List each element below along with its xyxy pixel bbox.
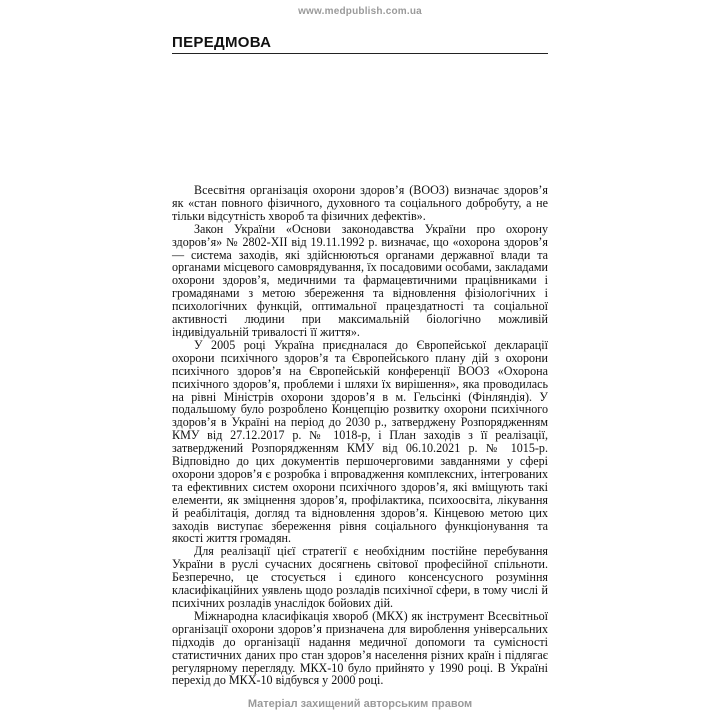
heading-block bbox=[172, 34, 548, 54]
body-text bbox=[172, 184, 548, 687]
copyright-footer: Матеріал захищений авторським правом bbox=[247, 698, 473, 710]
paragraph-who-definition: Всесвітня організація охорони здоров’я (ВООЗ) визначає здоров’я як «стан повного фізичного, духовного та соціального добробуту, а не тільки відсутність хвороб та фізичних дефектів». bbox=[172, 183, 548, 223]
paragraph-law-definition: Закон України «Основи законодавства України про охорону здоров’я» № 2802-ХІІ від 19.11.1992 р. визначає, що «охорона здоров’я — система заходів, які здійснюються органами державної влади та органами місцевого самоврядування, їх посадовими особами, закладами охорони здоров’я, медичними та фармацевтичними працівниками і громадянами з метою збереження та відновлення фізіологічних і психологічних функцій, оптимальної працездатності та соціальної активності людини при максимальній біологічно можливій індивідуальній тривалості її життя». bbox=[172, 221, 548, 339]
paragraph-icd: Міжнародна класифікація хвороб (МКХ) як інструмент Всесвітньої організації охорони здоров’я призначена для вироблення універсальних підходів до організації надання медичної допомоги та сумісності статистичних даних про стан здоров’я населення різних країн і підлягає регулярному перегляду. МКХ-10 було прийнято у 1990 році. В Україні перехід до МКХ-10 відбувся у 2000 році. bbox=[172, 608, 548, 688]
site-url-header: www.medpublish.com.ua bbox=[298, 6, 422, 17]
paragraph-mental-health-concept: У 2005 році Україна приєдналася до Європейської декларації охорони психічного здоров’я та Європейського плану дій з охорони психічного здоров’я на Європейській конференції ВООЗ «Охорона психічного здоров’я, проблеми і шляхи їх вирішення», яка проводилась на рівні Міністрів охорони здоров’я в м. Гельсінкі (Фінляндія). У подальшому було розроблено Концепцію розвитку охорони психічного здоров’я в Україні на період до 2030 р., затверджену Розпорядженням КМУ від 27.12.2017 р. № 1018-р, і План заходів з її реалізації, затверджений Розпорядженням КМУ від 06.10.2021 р. № 1015-р. Відповідно до цих документів першочерговими завданнями у сфері охорони здоров’я є розробка і впровадження комплексних, інтегрованих та ефективних систем охорони психічного здоров’я, які вміщують такі елементи, як зміцнення здоров’я, профілактика, психоосвіта, лікування й реабілітація, догляд та відновлення здоров’я. Кінцевою метою цих заходів виступає збереження рівня соціального функціонування та якості життя громадян. bbox=[172, 337, 548, 546]
page-title: ПЕРЕДМОВА bbox=[172, 34, 272, 51]
paragraph-strategy: Для реалізації цієї стратегії є необхідним постійне перебування України в руслі сучасних досягнень світової професійної спільноти. Безперечно, це стосується і єдиного консенсусного розуміння класифікаційних уявлень щодо розладів психічної сфери, в тому числі й психічних розладів унаслідок бойових дій. bbox=[172, 544, 548, 610]
